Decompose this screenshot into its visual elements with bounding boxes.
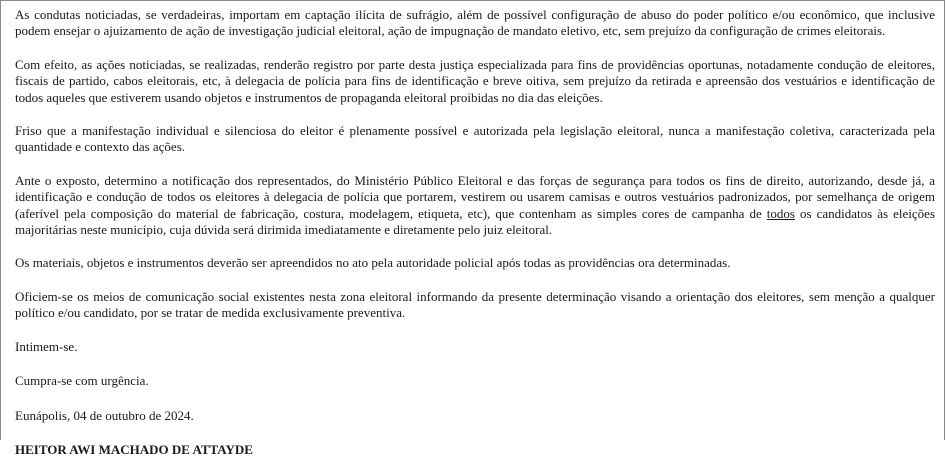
determination-text-start: Ante o exposto, determino a notificação dos representados, do Ministério Público Eleitoral e das forças de segurança para todos os fins de direito, autorizando, desde já, a identificação e condução de todos os eleitores à delegacia de polícia que portarem, vestirem ou usarem camisas e outros vestuários padronizados, por semelhança de origem (aferível pela composição do material de fabricação, costura, modelagem, etiqueta, etc), que contenham as simples cores de campanha de	[15, 172, 935, 221]
paragraph-individual-manifestation: Friso que a manifestação individual e silenciosa do eleitor é plenamente possível e autorizada pela legislação eleitoral, nunca a manifestação coletiva, caracterizada pela quantidade e contexto das ações.	[15, 123, 935, 155]
paragraph-media-notice: Oficiem-se os meios de comunicação social existentes nesta zona eleitoral informando da presente determinação visando a orientação dos eleitores, sem menção a qualquer político e/ou candidato, por se tratar de medida exclusivamente preventiva.	[15, 288, 935, 321]
signatory-name: HEITOR AWI MACHADO DE ATTAYDE	[15, 441, 253, 457]
paragraph-seizure: Os materiais, objetos e instrumentos deverão ser apreendidos no ato pela autoridade policial após todas as providências ora determinadas.	[15, 255, 731, 271]
paragraph-registered-actions: Com efeito, as ações noticiadas, se realizadas, renderão registro por parte desta justiça especializada para fins de providências oportunas, notadamente condução de eleitores, fiscais de partido, cabos eleitorais, etc, à delegacia de polícia para fins de identificação e breve oitiva, sem prejuízo da retirada e apreensão dos vestuários e identificação de todos aqueles que estiverem usando objetos e instrumentos de propaganda eleitoral proibidas no dia das eleições.	[15, 56, 935, 105]
paragraph-illicit-conduct: As condutas noticiadas, se verdadeiras, importam em captação ilícita de sufrágio, além de possível configuração de abuso do poder político e/ou econômico, que inclusive podem ensejar o ajuizamento de ação de investigação judicial eleitoral, ação de impugnação de mandato eletivo, etc, sem prejuízo da configuração de crimes eleitorais.	[15, 7, 935, 39]
paragraph-determination	[15, 173, 935, 239]
determination-emphasis: todos	[766, 205, 795, 221]
urgency-line: Cumpra-se com urgência.	[15, 373, 149, 389]
intimation-line: Intimem-se.	[15, 338, 78, 354]
place-date-line: Eunápolis, 04 de outubro de 2024.	[15, 407, 194, 423]
determination-text-end: os candidatos às eleições majoritárias neste município, cuja dúvida será dirimida imediatamente e diretamente pelo juiz eleitoral.	[15, 205, 935, 238]
